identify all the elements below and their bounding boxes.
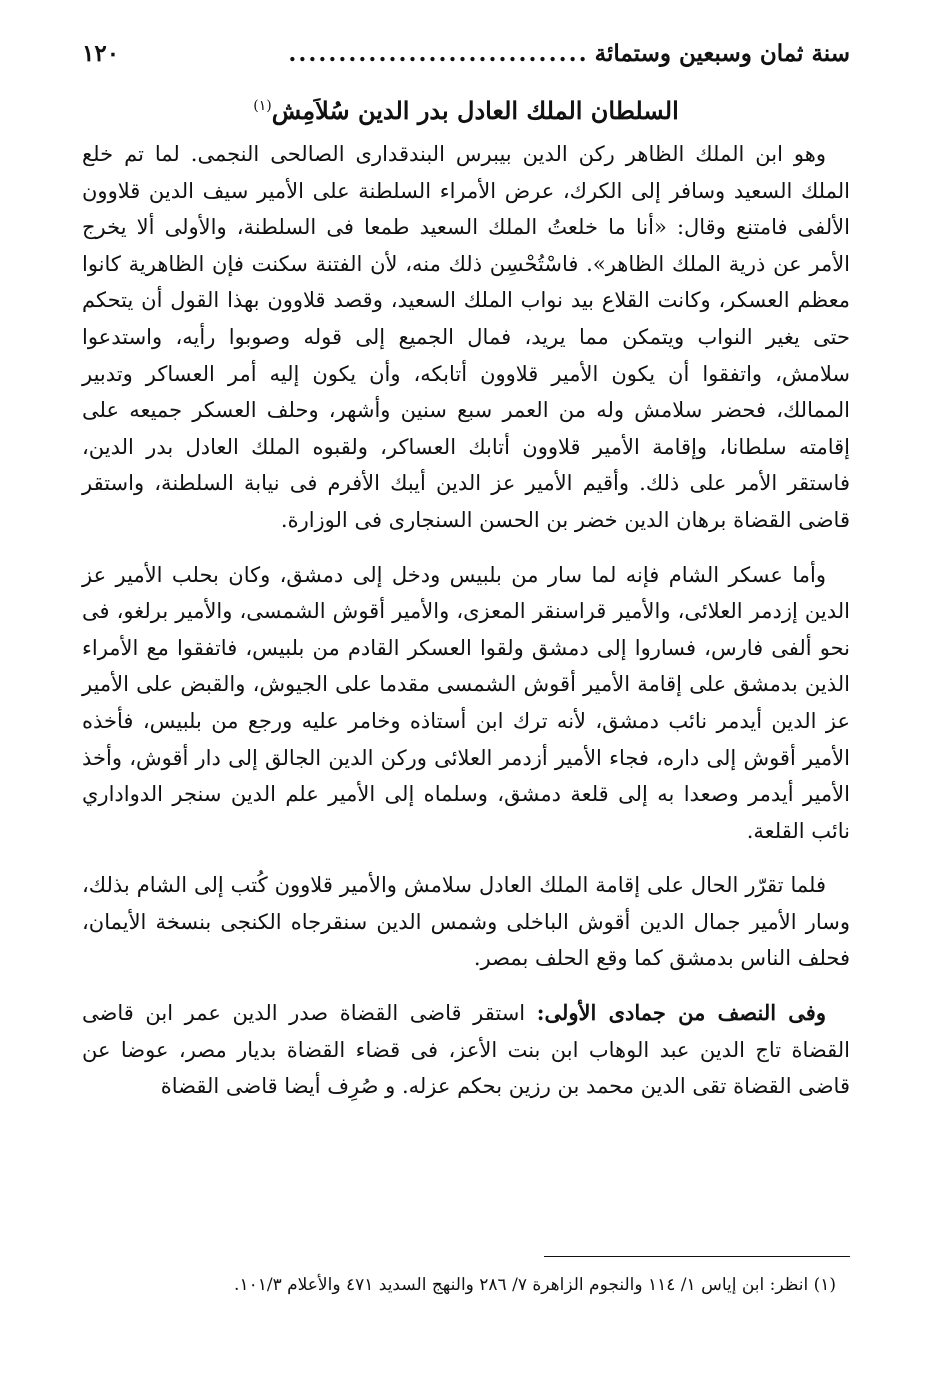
paragraph-text: وهو ابن الملك الظاهر ركن الدين بيبرس البندقدارى الصالحى النجمى. لما تم خلع الملك السعيد وسافر إلى الكرك، عرض الأمراء السلطنة على الأمير سيف الدين قلاوون الألفى فامتنع وقال: «أنا ما خلعتُ الملك السعيد طمعا فى السلطنة، والأولى ألا يخرج الأمر عن ذرية الملك الظاهر». فاسْتُحْسِن ذلك منه، لأن الفتنة سكنت فإن الظاهرية كانوا معظم العسكر، وكانت القلاع بيد نواب الملك السعيد، وقصد قلاوون بهذا القول أن يتحكم حتى يغير النواب ويتمكن مما يريد، فمال الجميع إلى قوله وصوبوا رأيه، واستدعوا سلامش، واتفقوا أن يكون الأمير قلاوون أتابكه، وأن يكون إليه أمر العساكر وتدبير الممالك، فحضر سلامش وله من العمر سبع سنين وأشهر، وحلف العسكر جميعه على إقامته سلطانا، وإقامة الأمير قلاوون أتابك العساكر، ولقبوه الملك العادل بدر الدين، فاستقر الأمر على ذلك. وأقيم الأمير عز الدين أيبك الأفرم فى نيابة السلطنة، واستقر قاضى القضاة برهان الدين خضر بن الحسن السنجارى فى الوزارة. bbox=[82, 142, 850, 532]
running-header bbox=[82, 40, 850, 80]
paragraph bbox=[82, 867, 850, 977]
paragraph-lead: وفى النصف من جمادى الأولى: bbox=[536, 1000, 826, 1026]
paragraph-text: فلما تقرّر الحال على إقامة الملك العادل سلامش والأمير قلاوون كُتب إلى الشام بذلك، وسار الأمير جمال الدين أقوش الباخلى وشمس الدين سنقرجاه الكنجى بنسخة الأيمان، فحلف الناس بدمشق كما وقع الحلف بمصر. bbox=[82, 873, 850, 971]
paragraph bbox=[82, 136, 850, 539]
chapter-title bbox=[82, 82, 850, 130]
paragraph bbox=[82, 557, 850, 850]
paragraph-text: استقر قاضى القضاة صدر الدين عمر ابن قاضى القضاة تاج الدين عبد الوهاب ابن بنت الأعز، فى قضاء القضاة بديار مصر، عوضا عن قاضى القضاة تقى الدين محمد بن رزين بحكم عزله. و صُرِف أيضا قاضى القضاة bbox=[82, 1001, 850, 1099]
dot-leader: .............................. bbox=[288, 40, 589, 67]
footnote-divider bbox=[544, 1256, 850, 1257]
body-text bbox=[82, 136, 850, 1105]
footnote: (١) انظر: ابن إياس ١/ ١١٤ والنجوم الزاهرة ٧/ ٢٨٦ والنهج السديد ٤٧١ والأعلام ١٠١/٣. bbox=[234, 1275, 836, 1295]
book-page bbox=[82, 40, 850, 1360]
paragraph bbox=[82, 995, 850, 1105]
chapter-title-text: السلطان الملك العادل بدر الدين سُلاَمِش bbox=[271, 96, 679, 125]
paragraph-text: وأما عسكر الشام فإنه لما سار من بلبيس ودخل إلى دمشق، وكان بحلب الأمير عز الدين إزدمر العلائى، والأمير قراسنقر المعزى، والأمير أقوش الشمسى، والأمير برلغو، فى نحو ألفى فارس، فساروا إلى دمشق ولقوا العسكر القادم من بلبيس، فاتفقوا مع الأمراء الذين بدمشق على إقامة الأمير أقوش الشمسى مقدما على الجيوش، والقبض على الأمير عز الدين أيدمر نائب دمشق، لأنه ترك ابن أستاذه وخامر عليه ورجع من بلبيس، فأخذه الأمير أقوش إلى داره، فجاء الأمير أزدمر العلائى وركن الدين الجالق إلى دار أقوش، وأخذ الأمير أيدمر وصعدا به إلى قلعة دمشق، وسلماه إلى الأمير علم الدين سنجر الدواداري نائب القلعة. bbox=[82, 562, 850, 843]
page-number: ١٢٠ bbox=[82, 40, 120, 67]
footnote-marker: (١) bbox=[253, 98, 272, 114]
year-title: سنة ثمان وسبعين وستمائة bbox=[594, 40, 850, 67]
